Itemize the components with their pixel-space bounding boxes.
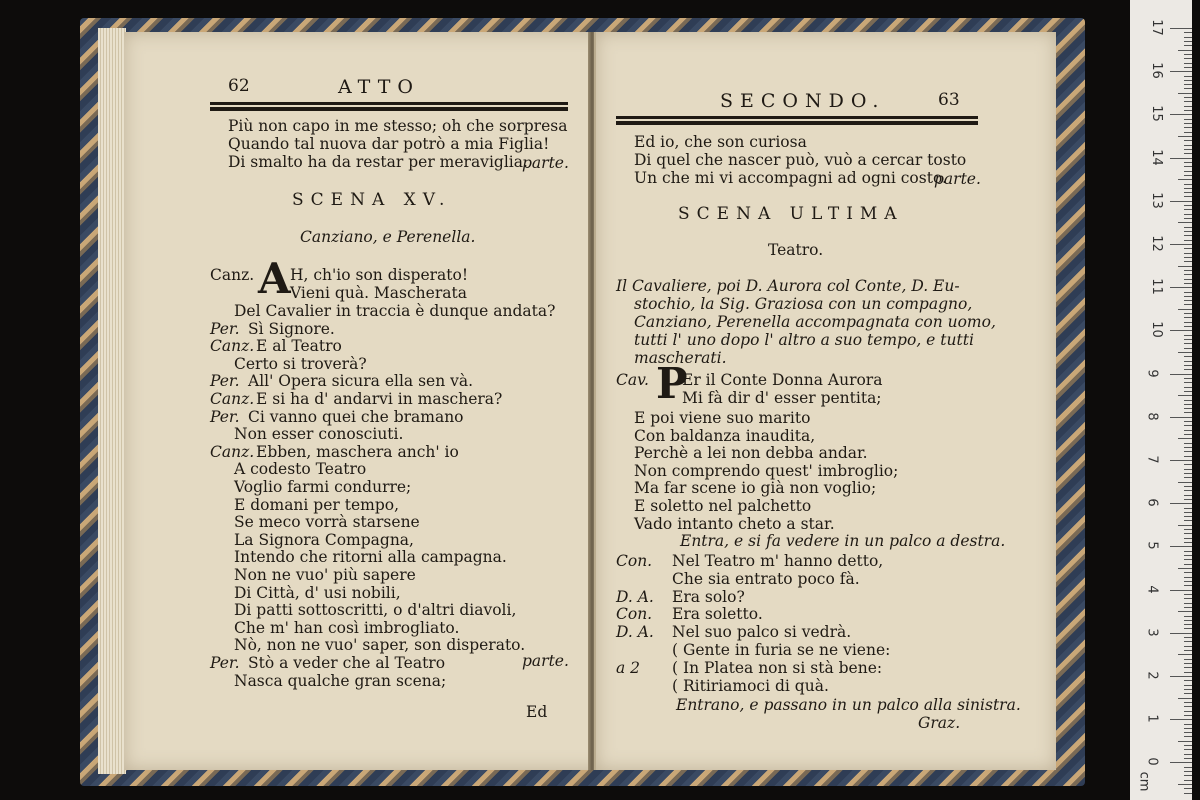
ruler-tick <box>1184 322 1192 323</box>
ruler-tick <box>1184 283 1192 284</box>
ruler-tick <box>1184 67 1192 68</box>
ruler-tick <box>1184 274 1192 275</box>
ruler-tick <box>1184 533 1192 534</box>
ruler-tick <box>1184 145 1192 146</box>
left-verse-line: Sì Signore. <box>248 319 335 338</box>
left-verse-line: Ebben, maschera anch' io <box>256 442 459 461</box>
right-speaker-label: D. A. <box>616 623 654 642</box>
ruler-tick <box>1184 771 1192 772</box>
left-characters: Canziano, e Perenella. <box>300 228 476 246</box>
left-top-line-1: Più non capo in me stesso; oh che sorpresa <box>228 117 568 135</box>
ruler-tick <box>1184 192 1192 193</box>
canz-speaker: Canz. <box>210 266 255 284</box>
ruler-tick <box>1184 520 1192 521</box>
right-top-line-1: Ed io, che son curiosa <box>634 133 807 151</box>
right-dialogue-line: ( Ritiriamoci di quà. <box>672 676 829 695</box>
ruler-tick <box>1178 438 1192 439</box>
ruler-tick <box>1170 114 1192 115</box>
stage-direction-4: tutti l' uno dopo l' altro a suo tempo, e tutti <box>634 331 974 349</box>
ruler-tick <box>1170 287 1192 288</box>
right-direction-1: Entra, e si fa vedere in un palco a destra. <box>680 532 1006 550</box>
right-header-rule <box>616 116 978 125</box>
ruler-tick <box>1184 447 1192 448</box>
ruler-number: 3 <box>1144 628 1160 637</box>
ruler-tick <box>1184 490 1192 491</box>
ruler-tick <box>1184 516 1192 517</box>
ruler-tick <box>1184 235 1192 236</box>
ruler-tick <box>1178 50 1192 51</box>
ruler-tick <box>1184 512 1192 513</box>
right-page-number: 63 <box>938 90 960 110</box>
ruler-tick <box>1184 564 1192 565</box>
ruler-tick <box>1184 382 1192 383</box>
left-verse-line: Nasca qualche gran scena; <box>234 671 447 690</box>
ruler-tick <box>1184 641 1192 642</box>
ruler-tick <box>1184 84 1192 85</box>
left-page <box>124 32 626 770</box>
ruler-tick <box>1184 171 1192 172</box>
ruler-tick <box>1178 266 1192 267</box>
ruler-tick <box>1184 499 1192 500</box>
ruler-tick <box>1170 158 1192 159</box>
right-verse-line: Vado intanto cheto a star. <box>634 514 835 533</box>
ruler-tick <box>1184 603 1192 604</box>
ruler-tick <box>1184 680 1192 681</box>
left-page-number: 62 <box>228 76 250 96</box>
left-speaker-label: Canz. <box>210 442 255 461</box>
ruler-tick <box>1184 387 1192 388</box>
ruler-tick <box>1184 659 1192 660</box>
left-verse-line: Non esser conosciuti. <box>234 425 404 444</box>
left-verse-line: Voglio farmi condurre; <box>234 478 412 496</box>
ruler-tick <box>1184 650 1192 651</box>
ruler-tick <box>1178 93 1192 94</box>
ruler-tick <box>1184 326 1192 327</box>
ruler-tick <box>1184 400 1192 401</box>
ruler-tick <box>1184 555 1192 556</box>
ruler-number: 1 <box>1144 714 1160 723</box>
ruler-tick <box>1184 598 1192 599</box>
ruler-tick <box>1170 330 1192 331</box>
left-verse-line: Non ne vuo' più sapere <box>234 566 416 584</box>
ruler-number: 7 <box>1144 455 1160 464</box>
ruler-number: 5 <box>1144 541 1160 551</box>
ruler-number: 12 <box>1148 235 1164 252</box>
right-dialogue-line: ( Gente in furia se ne viene: <box>672 641 891 659</box>
ruler-tick <box>1184 572 1192 573</box>
stage-direction-1: Il Cavaliere, poi D. Aurora col Conte, D. Eu- <box>616 277 960 295</box>
ruler-tick <box>1184 261 1192 262</box>
ruler-tick <box>1184 97 1192 98</box>
ruler-tick <box>1184 110 1192 111</box>
left-drop-line-2: Vieni quà. Mascherata <box>290 284 467 302</box>
ruler-number: 15 <box>1148 105 1164 123</box>
ruler-tick <box>1184 663 1192 664</box>
ruler-tick <box>1184 793 1192 794</box>
left-speaker-label: Per. <box>210 319 240 338</box>
ruler-tick <box>1170 28 1192 29</box>
measuring-ruler <box>1130 0 1192 800</box>
ruler-tick <box>1184 270 1192 271</box>
left-catchword: Ed <box>526 703 548 721</box>
right-verse-line: Con baldanza inaudita, <box>634 426 816 445</box>
left-verse-line: Certo si troverà? <box>234 354 367 373</box>
ruler-tick <box>1184 529 1192 530</box>
left-verse-line: Nò, non ne vuo' saper, son disperato. <box>234 636 526 655</box>
ruler-tick <box>1184 127 1192 128</box>
left-exit-1: parte. <box>522 154 569 172</box>
left-verse-line: All' Opera sicura ella sen và. <box>248 372 474 391</box>
ruler-tick <box>1184 620 1192 621</box>
ruler-tick <box>1184 391 1192 392</box>
ruler-number: 14 <box>1148 148 1164 166</box>
ruler-tick <box>1184 430 1192 431</box>
ruler-tick <box>1184 706 1192 707</box>
ruler-tick <box>1184 736 1192 737</box>
ruler-tick <box>1170 503 1192 504</box>
ruler-tick <box>1184 486 1192 487</box>
ruler-tick <box>1184 214 1192 215</box>
ruler-tick <box>1184 339 1192 340</box>
ruler-tick <box>1184 749 1192 750</box>
right-top-line-2: Di quel che nascer può, vuò a cercar tosto <box>634 151 967 169</box>
ruler-tick <box>1184 63 1192 64</box>
ruler-tick <box>1184 365 1192 366</box>
ruler-tick <box>1184 132 1192 133</box>
ruler-tick <box>1184 594 1192 595</box>
ruler-tick <box>1184 616 1192 617</box>
book <box>80 18 1085 786</box>
ruler-number: 17 <box>1148 19 1164 36</box>
left-verse-line: Stò a veder che al Teatro <box>248 654 446 672</box>
ruler-tick <box>1178 136 1192 137</box>
ruler-tick <box>1184 672 1192 673</box>
ruler-tick <box>1184 76 1192 77</box>
ruler-number: 8 <box>1144 412 1160 421</box>
ruler-tick <box>1184 693 1192 694</box>
stage-direction-2: stochio, la Sig. Graziosa con un compagno, <box>634 295 973 313</box>
ruler-number: 4 <box>1144 584 1160 594</box>
right-verse-line: Ma far scene io già non voglio; <box>634 479 877 498</box>
ruler-tick <box>1178 482 1192 483</box>
left-top-line-3: Di smalto ha da restar per meraviglia. <box>228 153 528 171</box>
left-speaker-label: Per. <box>210 407 240 426</box>
page-edges <box>98 28 126 774</box>
ruler-tick <box>1184 788 1192 789</box>
ruler-tick <box>1184 758 1192 759</box>
ruler-number: 11 <box>1148 278 1164 295</box>
right-exit-1: parte. <box>934 170 981 188</box>
left-speaker-label: Per. <box>210 654 240 672</box>
right-catchword: Graz. <box>918 714 961 732</box>
ruler-tick <box>1184 780 1192 781</box>
stage-direction-5: mascherati. <box>634 349 727 367</box>
right-verse-line: Perchè a lei non debba andar. <box>634 444 868 463</box>
ruler-tick <box>1184 41 1192 42</box>
ruler-tick <box>1178 654 1192 655</box>
right-speaker-label: Con. <box>616 552 653 570</box>
ruler-tick <box>1184 162 1192 163</box>
ruler-tick <box>1184 559 1192 560</box>
ruler-tick <box>1184 106 1192 107</box>
right-dialogue-line: Nel suo palco si vedrà. <box>672 623 852 642</box>
left-scene-title: SCENA XV. <box>292 190 452 210</box>
ruler-tick <box>1184 551 1192 552</box>
right-dialogue-line: ( In Platea non si stà bene: <box>672 658 883 677</box>
ruler-tick <box>1184 300 1192 301</box>
ruler-tick <box>1184 685 1192 686</box>
ruler-tick <box>1184 646 1192 647</box>
ruler-tick <box>1184 231 1192 232</box>
ruler-tick <box>1184 624 1192 625</box>
ruler-tick <box>1178 741 1192 742</box>
ruler-tick <box>1184 45 1192 46</box>
right-dialogue-line: Era solo? <box>672 587 745 606</box>
ruler-tick <box>1184 37 1192 38</box>
left-verse-line: E domani per tempo, <box>234 495 400 514</box>
ruler-tick <box>1184 689 1192 690</box>
ruler-tick <box>1184 473 1192 474</box>
left-verse-line: Del Cavalier in traccia è dunque andata? <box>234 302 556 320</box>
right-setting: Teatro. <box>768 241 824 259</box>
ruler-number: 2 <box>1144 671 1160 680</box>
ruler-tick <box>1170 762 1192 763</box>
ruler-tick <box>1170 719 1192 720</box>
ruler-tick <box>1184 356 1192 357</box>
right-drop-line-1: Er il Conte Donna Aurora <box>682 371 883 389</box>
left-verse-line: Di Città, d' usi nobili, <box>234 583 401 602</box>
left-running-head: ATTO <box>338 76 420 98</box>
ruler-tick <box>1184 443 1192 444</box>
ruler-tick <box>1170 374 1192 375</box>
ruler-tick <box>1170 244 1192 245</box>
ruler-tick <box>1170 71 1192 72</box>
ruler-tick <box>1184 577 1192 578</box>
ruler-number: 0 <box>1144 757 1160 767</box>
ruler-tick <box>1184 667 1192 668</box>
ruler-tick <box>1184 209 1192 210</box>
right-direction-2: Entrano, e passano in un palco alla sinistra. <box>676 696 1021 714</box>
right-top-line-3: Un che mi vi accompagni ad ogni costo. <box>634 169 947 187</box>
ruler-tick <box>1184 767 1192 768</box>
ruler-tick <box>1184 119 1192 120</box>
ruler-tick <box>1184 335 1192 336</box>
ruler-tick <box>1178 784 1192 785</box>
ruler-tick <box>1178 698 1192 699</box>
ruler-tick <box>1184 425 1192 426</box>
ruler-tick <box>1170 460 1192 461</box>
ruler-tick <box>1184 32 1192 33</box>
ruler-unit: cm <box>1136 771 1152 792</box>
ruler-tick <box>1184 607 1192 608</box>
ruler-tick <box>1184 343 1192 344</box>
cav-speaker: Cav. <box>616 371 649 389</box>
ruler-tick <box>1184 123 1192 124</box>
ruler-tick <box>1178 568 1192 569</box>
ruler-tick <box>1178 395 1192 396</box>
left-verse-line: Se meco vorrà starsene <box>234 513 420 532</box>
ruler-tick <box>1184 184 1192 185</box>
ruler-tick <box>1184 205 1192 206</box>
ruler-tick <box>1184 166 1192 167</box>
ruler-tick <box>1184 728 1192 729</box>
ruler-tick <box>1184 257 1192 258</box>
ruler-tick <box>1184 317 1192 318</box>
ruler-number: 6 <box>1144 498 1160 507</box>
left-drop-cap: A <box>258 254 291 303</box>
ruler-tick <box>1184 775 1192 776</box>
ruler-tick <box>1184 508 1192 509</box>
right-dialogue-line: Nel Teatro m' hanno detto, <box>672 552 884 570</box>
right-drop-cap: P <box>656 359 688 408</box>
ruler-tick <box>1184 140 1192 141</box>
ruler-tick <box>1184 54 1192 55</box>
ruler-tick <box>1184 378 1192 379</box>
ruler-tick <box>1178 611 1192 612</box>
ruler-tick <box>1184 754 1192 755</box>
ruler-tick <box>1170 546 1192 547</box>
ruler-tick <box>1184 469 1192 470</box>
left-verse-line: E al Teatro <box>256 337 342 356</box>
ruler-number: 16 <box>1148 62 1164 79</box>
ruler-tick <box>1184 369 1192 370</box>
ruler-tick <box>1184 101 1192 102</box>
left-verse-line: E si ha d' andarvi in maschera? <box>256 390 503 408</box>
ruler-tick <box>1184 253 1192 254</box>
ruler-tick <box>1184 421 1192 422</box>
ruler-tick <box>1170 676 1192 677</box>
ruler-tick <box>1184 451 1192 452</box>
ruler-tick <box>1184 408 1192 409</box>
ruler-tick <box>1184 637 1192 638</box>
ruler-tick <box>1184 313 1192 314</box>
ruler-tick <box>1184 292 1192 293</box>
ruler-tick <box>1178 179 1192 180</box>
ruler-tick <box>1184 538 1192 539</box>
left-top-line-2: Quando tal nuova dar potrò a mia Figlia! <box>228 135 550 153</box>
ruler-tick <box>1184 248 1192 249</box>
ruler-number: 9 <box>1144 368 1160 378</box>
stage-direction-3: Canziano, Perenella accompagnata con uomo, <box>634 313 996 331</box>
left-exit-2: parte. <box>522 652 569 670</box>
ruler-tick <box>1184 218 1192 219</box>
left-verse-line: La Signora Compagna, <box>234 530 414 549</box>
right-speaker-label: Con. <box>616 605 653 624</box>
ruler-tick <box>1184 745 1192 746</box>
left-verse-line: Di patti sottoscritti, o d'altri diavoli, <box>234 601 517 620</box>
left-header-rule <box>210 102 568 111</box>
ruler-tick <box>1184 196 1192 197</box>
ruler-tick <box>1184 412 1192 413</box>
ruler-tick <box>1184 711 1192 712</box>
right-verse-line: Non comprendo quest' imbroglio; <box>634 461 899 480</box>
ruler-tick <box>1184 581 1192 582</box>
ruler-tick <box>1184 434 1192 435</box>
right-page <box>594 32 1056 770</box>
ruler-tick <box>1170 633 1192 634</box>
ruler-tick <box>1184 348 1192 349</box>
ruler-tick <box>1178 222 1192 223</box>
right-scene-title: SCENA ULTIMA <box>678 204 904 224</box>
ruler-tick <box>1178 309 1192 310</box>
left-speaker-label: Canz. <box>210 337 255 356</box>
ruler-tick <box>1184 715 1192 716</box>
ruler-tick <box>1184 495 1192 496</box>
left-verse-line: Ci vanno quei che bramano <box>248 407 464 426</box>
ruler-tick <box>1184 404 1192 405</box>
ruler-tick <box>1184 464 1192 465</box>
ruler-tick <box>1170 417 1192 418</box>
left-verse-line: A codesto Teatro <box>234 460 367 479</box>
ruler-tick <box>1184 477 1192 478</box>
ruler-tick <box>1170 201 1192 202</box>
ruler-tick <box>1184 175 1192 176</box>
right-verse-line: E poi viene suo marito <box>634 409 811 427</box>
left-verse-line: Intendo che ritorni alla campagna. <box>234 548 507 567</box>
ruler-tick <box>1178 525 1192 526</box>
left-drop-line-1: H, ch'io son disperato! <box>290 266 469 284</box>
right-speaker-label: D. A. <box>616 587 654 606</box>
ruler-tick <box>1184 628 1192 629</box>
ruler-tick <box>1184 279 1192 280</box>
left-verse-line: Che m' han così imbrogliato. <box>234 618 460 637</box>
ruler-tick <box>1178 352 1192 353</box>
ruler-tick <box>1184 456 1192 457</box>
ruler-tick <box>1184 88 1192 89</box>
ruler-tick <box>1184 240 1192 241</box>
ruler-number: 13 <box>1148 192 1164 209</box>
ruler-tick <box>1184 188 1192 189</box>
ruler-tick <box>1184 80 1192 81</box>
ruler-tick <box>1184 153 1192 154</box>
ruler-tick <box>1184 724 1192 725</box>
ruler-tick <box>1184 542 1192 543</box>
right-verse-line: E soletto nel palchetto <box>634 497 812 515</box>
ruler-tick <box>1184 304 1192 305</box>
ruler-tick <box>1184 296 1192 297</box>
ruler-tick <box>1184 149 1192 150</box>
left-speaker-label: Canz. <box>210 390 255 408</box>
ruler-tick <box>1184 58 1192 59</box>
right-dialogue-line: Era soletto. <box>672 605 763 624</box>
ruler-tick <box>1184 585 1192 586</box>
left-speaker-label: Per. <box>210 372 240 391</box>
ruler-number: 10 <box>1148 321 1164 339</box>
ruler-tick <box>1184 361 1192 362</box>
right-running-head: SECONDO. <box>720 90 886 112</box>
ruler-tick <box>1170 590 1192 591</box>
right-drop-line-2: Mi fà dir d' esser pentita; <box>682 389 882 407</box>
ruler-tick <box>1184 702 1192 703</box>
ruler-tick <box>1184 732 1192 733</box>
right-dialogue-line: Che sia entrato poco fà. <box>672 569 860 588</box>
right-speaker-label: a 2 <box>616 658 641 677</box>
ruler-tick <box>1184 227 1192 228</box>
